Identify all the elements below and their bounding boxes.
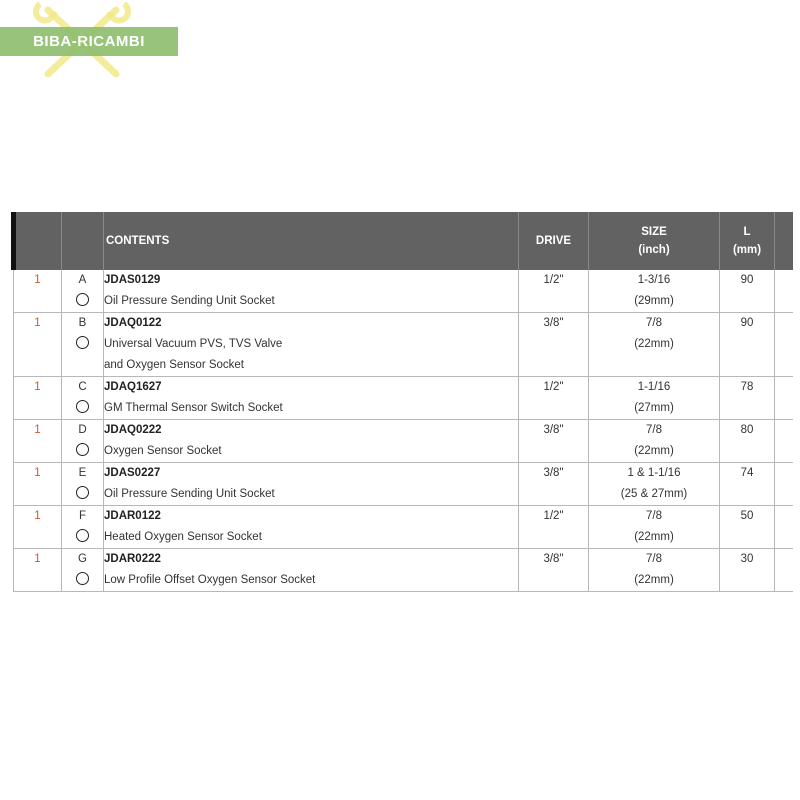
table-row: [14, 463, 793, 506]
row-size-inch: 7/8: [646, 553, 662, 565]
header-size-label: SIZE: [641, 226, 667, 238]
row-spacer: [775, 420, 793, 463]
select-circle-icon[interactable]: [76, 293, 89, 306]
row-length: 50: [720, 506, 775, 549]
row-drive: 1/2": [519, 506, 589, 549]
row-size-mm: (29mm): [634, 295, 674, 307]
row-length: 80: [720, 420, 775, 463]
row-letter-cell: [62, 506, 104, 549]
row-letter: G: [78, 553, 87, 565]
row-description: [104, 420, 519, 463]
row-size: [589, 463, 720, 506]
row-size-mm: (22mm): [634, 531, 674, 543]
row-size-mm: (22mm): [634, 338, 674, 350]
row-qty: 1: [14, 420, 62, 463]
row-description: [104, 313, 519, 377]
select-circle-icon[interactable]: [76, 572, 89, 585]
row-spacer: [775, 549, 793, 592]
row-length: 30: [720, 549, 775, 592]
row-length: 90: [720, 270, 775, 313]
table-row: [14, 313, 793, 377]
row-size-mm: (22mm): [634, 574, 674, 586]
row-size: [589, 420, 720, 463]
row-description: [104, 549, 519, 592]
row-desc-line1: GM Thermal Sensor Switch Socket: [104, 402, 283, 414]
row-size: [589, 506, 720, 549]
row-letter: A: [78, 274, 87, 286]
row-desc-line1: Oxygen Sensor Socket: [104, 445, 222, 457]
row-qty: 1: [14, 463, 62, 506]
row-letter-cell: [62, 549, 104, 592]
row-size-mm: (27mm): [634, 402, 674, 414]
row-size-inch: 7/8: [646, 510, 662, 522]
row-part-code: JDAR0222: [104, 553, 161, 565]
table-row: [14, 377, 793, 420]
brand-logo-text: BIBA-RICAMBI: [0, 27, 178, 56]
row-part-code: JDAQ1627: [104, 381, 162, 393]
row-part-code: JDAQ0222: [104, 424, 162, 436]
header-length-unit: (mm): [732, 244, 762, 256]
row-size-inch: 1-1/16: [637, 381, 671, 393]
row-size: [589, 377, 720, 420]
row-part-code: JDAR0122: [104, 510, 161, 522]
row-length: 90: [720, 313, 775, 377]
row-size-mm: (25 & 27mm): [620, 488, 688, 500]
header-drive: DRIVE: [519, 212, 589, 270]
row-spacer: [775, 270, 793, 313]
row-size-inch: 7/8: [646, 317, 662, 329]
row-qty: 1: [14, 506, 62, 549]
row-part-code: JDAS0129: [104, 274, 161, 286]
row-description: [104, 463, 519, 506]
row-drive: 1/2": [519, 377, 589, 420]
row-description: [104, 377, 519, 420]
row-size-inch: 1-3/16: [637, 274, 671, 286]
row-drive: 3/8": [519, 420, 589, 463]
select-circle-icon[interactable]: [76, 336, 89, 349]
row-desc-line1: Low Profile Offset Oxygen Sensor Socket: [104, 574, 316, 586]
row-length: 74: [720, 463, 775, 506]
select-circle-icon[interactable]: [76, 443, 89, 456]
row-desc-line1: Universal Vacuum PVS, TVS Valve: [104, 338, 283, 350]
row-letter-cell: [62, 420, 104, 463]
row-length: 78: [720, 377, 775, 420]
row-size-inch: 1 & 1-1/16: [627, 467, 681, 479]
row-desc-line1: Heated Oxygen Sensor Socket: [104, 531, 262, 543]
row-letter: D: [78, 424, 87, 436]
row-letter-cell: [62, 377, 104, 420]
header-spacer: [775, 212, 793, 270]
row-qty: 1: [14, 270, 62, 313]
row-qty: 1: [14, 313, 62, 377]
header-qty: [14, 212, 62, 270]
row-size-mm: (22mm): [634, 445, 674, 457]
row-letter-cell: [62, 270, 104, 313]
row-size-inch: 7/8: [646, 424, 662, 436]
row-drive: 3/8": [519, 463, 589, 506]
table-row: [14, 270, 793, 313]
row-size: [589, 270, 720, 313]
row-size: [589, 549, 720, 592]
row-desc-line2: and Oxygen Sensor Socket: [104, 359, 244, 371]
header-contents: CONTENTS: [104, 212, 519, 270]
row-drive: 1/2": [519, 270, 589, 313]
table-row: [14, 420, 793, 463]
row-letter: F: [78, 510, 87, 522]
row-letter-cell: [62, 463, 104, 506]
row-spacer: [775, 313, 793, 377]
socket-spec-table: [11, 212, 793, 592]
row-spacer: [775, 377, 793, 420]
brand-logo: [0, 0, 180, 80]
header-letter: [62, 212, 104, 270]
row-description: [104, 506, 519, 549]
row-letter: E: [78, 467, 87, 479]
row-desc-line1: Oil Pressure Sending Unit Socket: [104, 295, 275, 307]
row-description: [104, 270, 519, 313]
row-part-code: JDAQ0122: [104, 317, 162, 329]
row-part-code: JDAS0227: [104, 467, 161, 479]
row-letter: C: [78, 381, 87, 393]
select-circle-icon[interactable]: [76, 529, 89, 542]
row-spacer: [775, 506, 793, 549]
row-drive: 3/8": [519, 313, 589, 377]
header-size: [589, 212, 720, 270]
row-size: [589, 313, 720, 377]
select-circle-icon[interactable]: [76, 486, 89, 499]
row-spacer: [775, 463, 793, 506]
row-qty: 1: [14, 377, 62, 420]
row-drive: 3/8": [519, 549, 589, 592]
row-qty: 1: [14, 549, 62, 592]
header-size-unit: (inch): [638, 244, 670, 256]
table-row: [14, 549, 793, 592]
table-header-row: [14, 212, 793, 270]
table-row: [14, 506, 793, 549]
select-circle-icon[interactable]: [76, 400, 89, 413]
header-length-label: L: [743, 226, 751, 238]
row-desc-line1: Oil Pressure Sending Unit Socket: [104, 488, 275, 500]
header-length: [720, 212, 775, 270]
row-letter: B: [78, 317, 87, 329]
row-letter-cell: [62, 313, 104, 377]
